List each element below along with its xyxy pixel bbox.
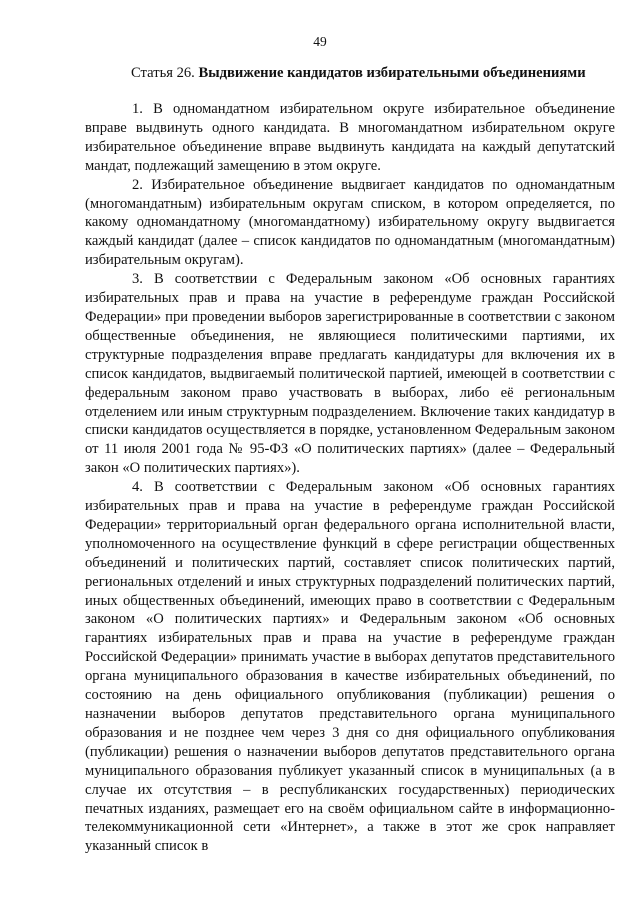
- paragraph-1: 1. В одномандатном избирательном округе избирательное объединение вправе выдвинуть одного кандидата. В многомандатном избирательном округе избирательное объединение вправе выдвинуть кандидата на каждый депутатский мандат, подлежащий замещению в этом округе.: [85, 101, 615, 174]
- article-heading: [131, 64, 631, 82]
- paragraph-3: 3. В соответствии с Федеральным законом «Об основных гарантиях избирательных прав и права на участие в референдуме граждан Российской Федерации» при проведении выборов зарегистрированные в соответствии с законом общественные объединения, не являющиеся политическими партиями, их структурные подразделения вправе предлагать кандидатуры для включения их в список кандидатов, выдвигаемый политической партией, имеющей в соответствии с федеральным законом право участвовать в выборах, либо её региональным отделением или иным структурным подразделением. Включение таких кандидатур в списки кандидатов осуществляется в порядке, установленном Федеральным законом от 11 июля 2001 года № 95-ФЗ «О политических партиях» (далее – Федеральный закон «О политических партиях»).: [85, 271, 615, 477]
- article-title: Выдвижение кандидатов избирательными объединениями: [198, 65, 586, 81]
- article-label: Статья 26.: [131, 65, 195, 81]
- paragraph-4: 4. В соответствии с Федеральным законом «Об основных гарантиях избирательных прав и права на участие в референдуме граждан Российской Федерации» территориальный орган федерального органа исполнительной власти, уполномоченного на осуществление функций в сфере регистрации общественных объединений и политических партий, составляет список политических партий, региональных отделений и иных структурных подразделений политических партий, иных общественных объединений, имеющих право в соответствии с Федеральным законом «О политических партиях» и Федеральным законом «Об основных гарантиях избирательных прав и права на участие в референдуме граждан Российской Федерации» принимать участие в выборах депутатов представительного органа муниципального образования в качестве избирательных объединений, по состоянию на день официального опубликования (публикации) решения о назначении выборов депутатов представительного органа муниципального образования и не позднее чем через 3 дня со дня официального опубликования (публикации) решения о назначении выборов депутатов представительного органа муниципального образования публикует указанный список в муниципальных (а в случае их отсутствия – в республиканских государственных) периодических печатных изданиях, размещает его на своём официальном сайте в информационно-телекоммуникационной сети «Интернет», а также в этот же срок направляет указанный список в: [85, 479, 615, 855]
- paragraph-2: 2. Избирательное объединение выдвигает кандидатов по одномандатным (многомандатным) избирательным округам списком, в котором определяется, по какому одномандатному (многомандатному) избирательному округу выдвигается каждый кандидат (далее – список кандидатов по одномандатным (многомандатным) избирательным округам).: [85, 176, 615, 269]
- article-body: [85, 100, 615, 856]
- page-number: 49: [313, 34, 327, 49]
